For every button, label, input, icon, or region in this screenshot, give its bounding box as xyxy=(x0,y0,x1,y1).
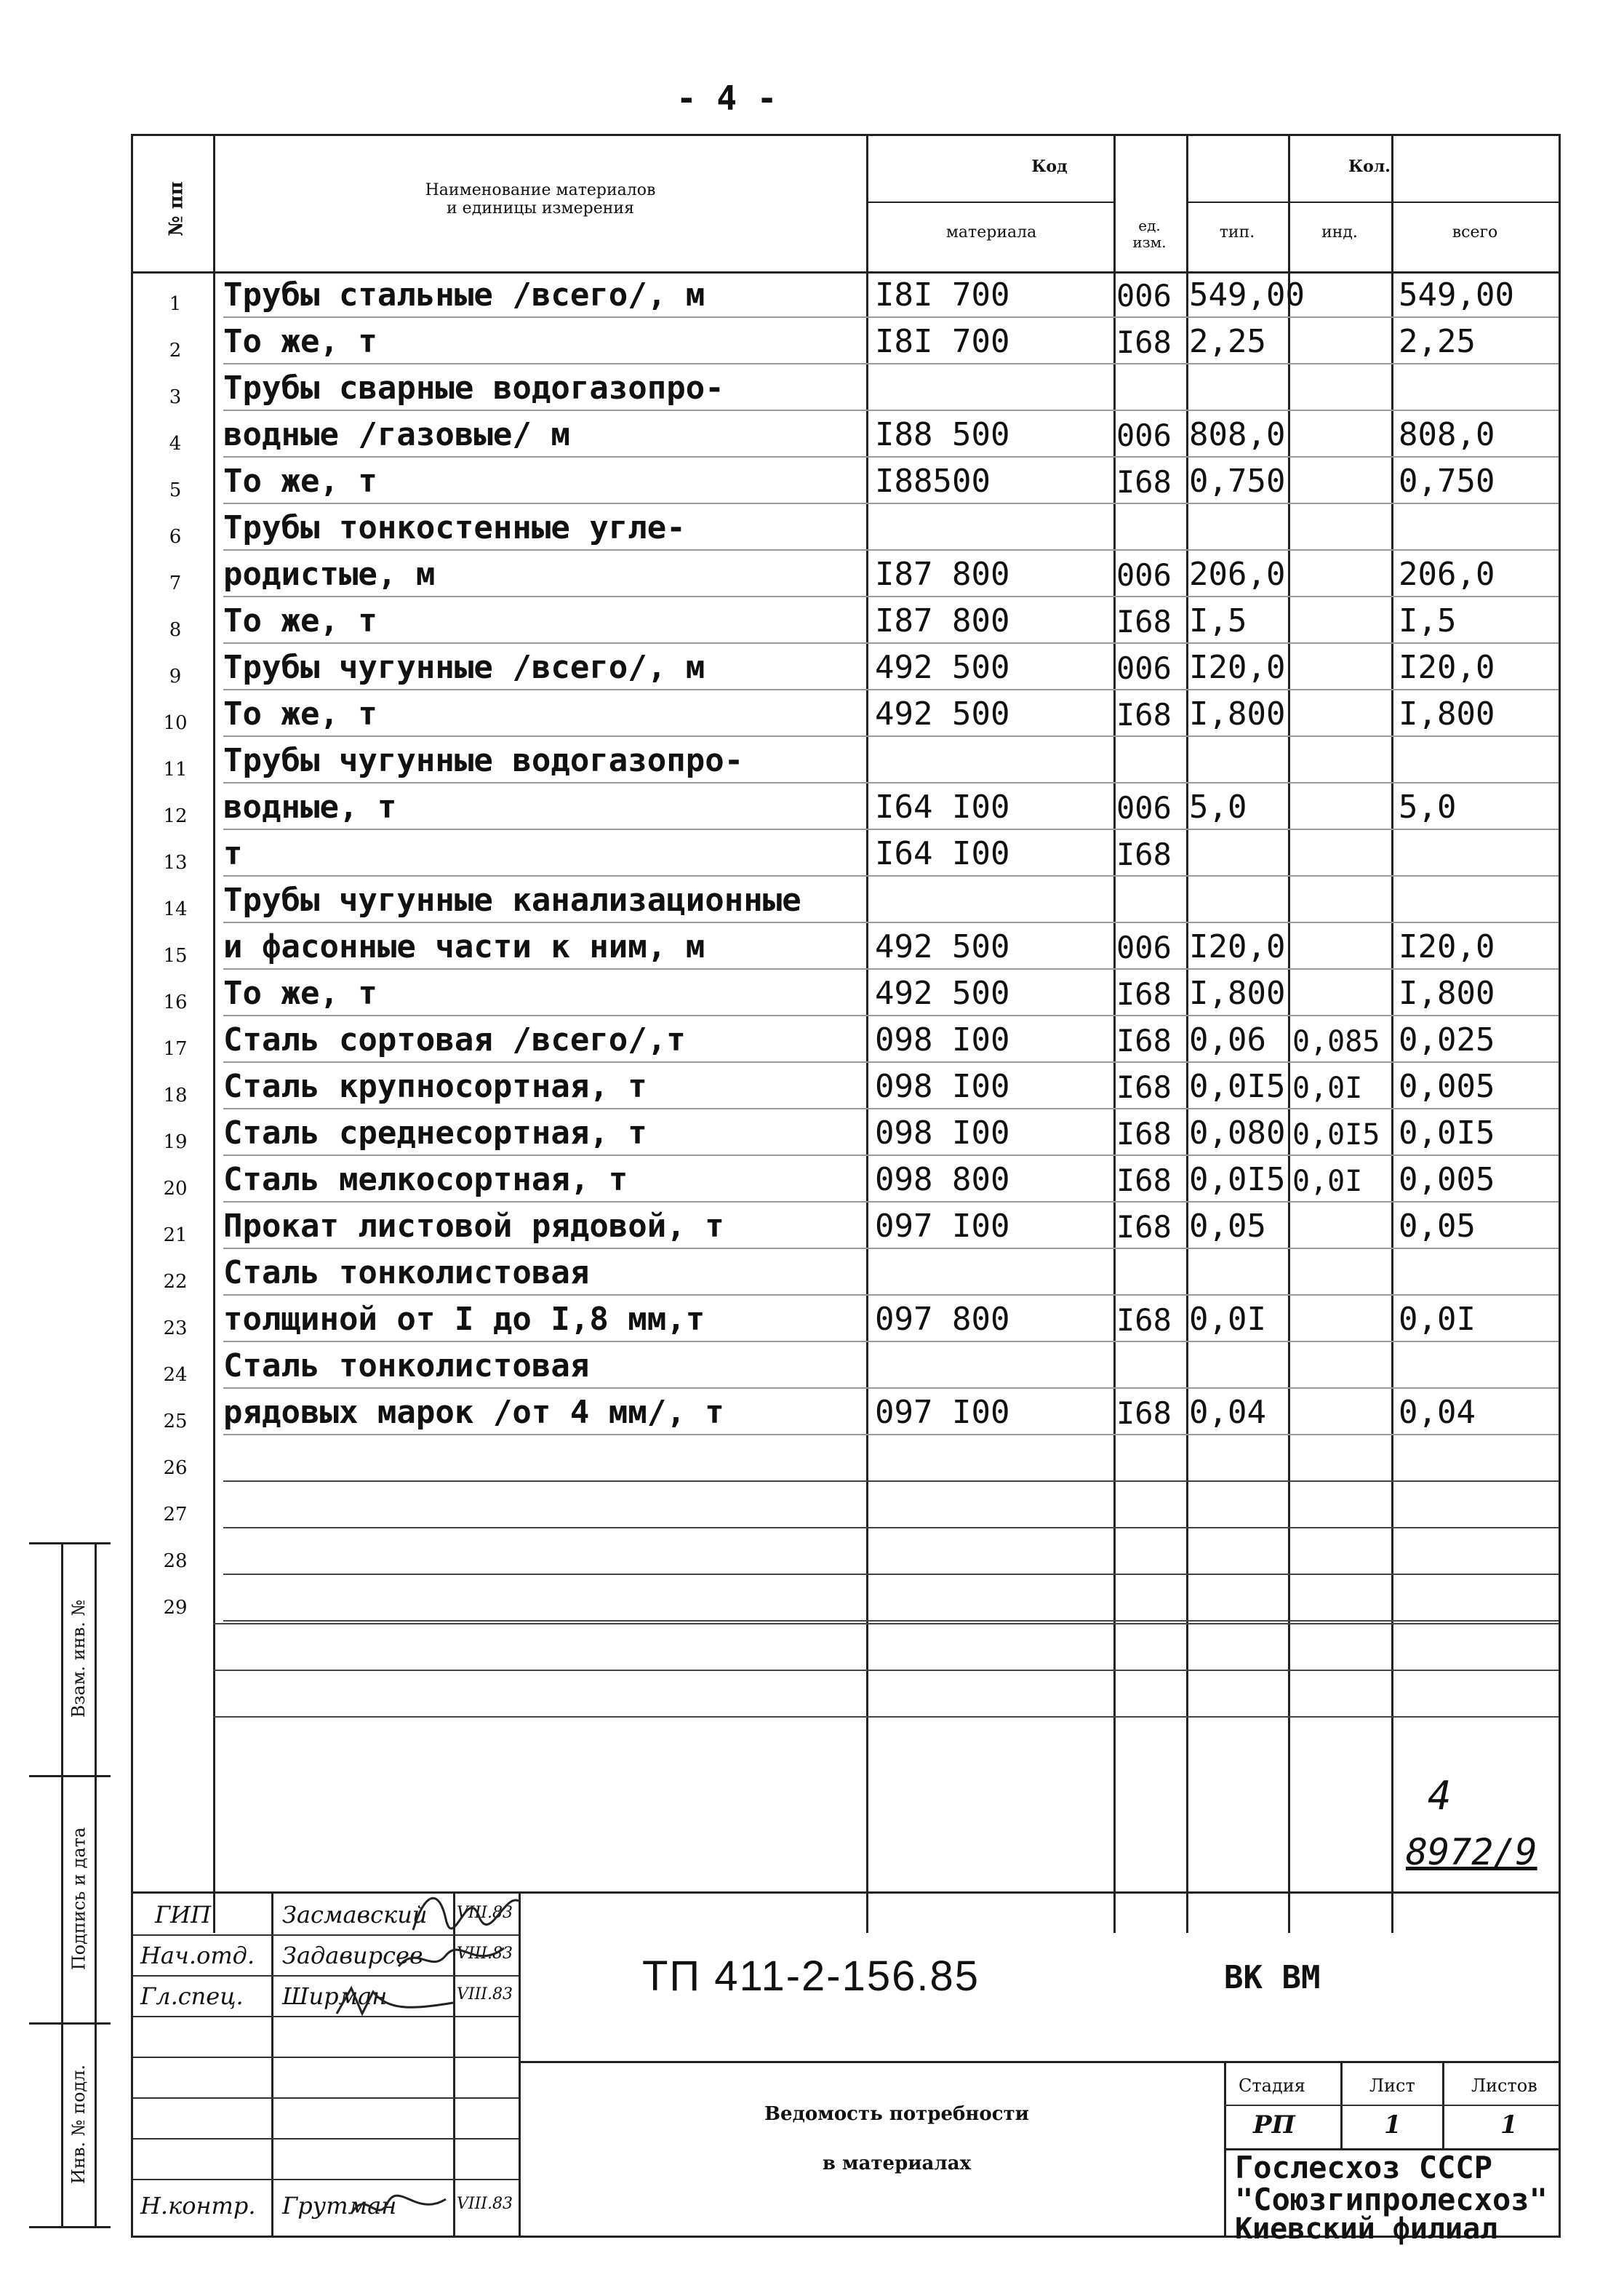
qty-typ: 0,0I5 xyxy=(1189,1068,1286,1105)
unit-code: 006 xyxy=(1116,790,1172,826)
unit-code: I68 xyxy=(1116,464,1172,500)
table-row xyxy=(133,1530,1559,1576)
row-rule xyxy=(223,1434,1559,1435)
podpis-data-label: Подпись и дата xyxy=(68,1827,89,1971)
header-name: Наименование материалов и единицы измерения xyxy=(425,181,656,218)
qty-total: I,800 xyxy=(1399,975,1495,1012)
sheets-label: Листов xyxy=(1471,2075,1537,2096)
unit-code: I68 xyxy=(1116,604,1172,639)
table-row xyxy=(133,925,1559,971)
row-number: 17 xyxy=(163,1038,188,1060)
material-name: Сталь среднесортная, т xyxy=(223,1114,647,1152)
qty-ind: 0,0I xyxy=(1292,1165,1363,1198)
row-number: 23 xyxy=(163,1317,188,1339)
row-rule xyxy=(223,549,1559,551)
table-row xyxy=(133,1111,1559,1157)
qty-total: I20,0 xyxy=(1399,928,1495,965)
qty-typ: 0,080 xyxy=(1189,1114,1286,1152)
row-number: 7 xyxy=(169,573,182,594)
stage-label: Стадия xyxy=(1239,2075,1305,2096)
row-rule xyxy=(223,316,1559,318)
role-gl-spec: Гл.спец. xyxy=(140,1982,244,2010)
table-row xyxy=(133,1251,1559,1297)
material-code: 097 I00 xyxy=(875,1394,1010,1431)
qty-total: I,5 xyxy=(1399,602,1457,639)
signature-4 xyxy=(344,2185,453,2228)
material-name: Сталь крупносортная, т xyxy=(223,1068,647,1105)
material-code: 097 800 xyxy=(875,1301,1010,1338)
material-name: толщиной от I до I,8 мм,т xyxy=(223,1301,705,1338)
row-number: 19 xyxy=(163,1131,188,1153)
qty-typ: I20,0 xyxy=(1189,928,1286,965)
row-number: 10 xyxy=(163,712,188,734)
qty-typ: 0,04 xyxy=(1189,1394,1266,1431)
org-line-3: Киевский филиал xyxy=(1235,2212,1498,2246)
qty-typ: 0,0I xyxy=(1189,1301,1266,1338)
org-line-1: Гослесхоз СССР xyxy=(1235,2150,1493,2185)
row-rule xyxy=(223,922,1559,923)
table-row xyxy=(133,1437,1559,1483)
qty-total: 0,025 xyxy=(1399,1021,1495,1058)
row-rule xyxy=(223,735,1559,737)
unit-code: I68 xyxy=(1116,1209,1172,1245)
date-nach-otd: VIII.83 xyxy=(457,1945,513,1963)
empty-rule xyxy=(213,1623,1559,1624)
row-rule xyxy=(223,1155,1559,1156)
material-name: Трубы чугунные водогазопро- xyxy=(223,742,744,779)
material-name: водные /газовые/ м xyxy=(223,416,570,453)
material-code: I88500 xyxy=(875,463,991,500)
material-name: родистые, м xyxy=(223,556,436,593)
row-rule xyxy=(223,1201,1559,1203)
table-row xyxy=(133,552,1559,599)
qty-ind: 0,0I xyxy=(1292,1072,1363,1105)
unit-code: 006 xyxy=(1116,278,1172,314)
qty-typ: I20,0 xyxy=(1189,649,1286,686)
header-code-material: материала xyxy=(945,223,1037,242)
date-gip: VIII.83 xyxy=(457,1904,513,1922)
material-name: То же, т xyxy=(223,975,377,1012)
row-number: 8 xyxy=(169,619,182,641)
row-number: 1 xyxy=(169,293,182,315)
material-name: Трубы чугунные канализационные xyxy=(223,882,801,919)
sheets-value: 1 xyxy=(1500,2110,1518,2140)
person-gl-spec: Ширман xyxy=(282,1982,388,2010)
row-number: 11 xyxy=(163,759,188,781)
row-rule xyxy=(223,363,1559,364)
qty-total: 0,005 xyxy=(1399,1068,1495,1105)
doc-title-line-1: Ведомость потребности xyxy=(764,2103,1029,2125)
material-name: и фасонные части к ним, м xyxy=(223,928,705,965)
table-row xyxy=(133,1483,1559,1530)
qty-total: 0,005 xyxy=(1399,1161,1495,1198)
material-name: Трубы стальные /всего/, м xyxy=(223,276,705,314)
material-name: Трубы чугунные /всего/, м xyxy=(223,649,705,686)
stage-value: РП xyxy=(1253,2110,1295,2140)
header-code-unit: ед. изм. xyxy=(1132,217,1167,251)
empty-rule xyxy=(213,1670,1559,1671)
row-number: 29 xyxy=(163,1597,188,1619)
qty-typ: 0,0I5 xyxy=(1189,1161,1286,1198)
table-row xyxy=(133,1297,1559,1344)
row-number: 18 xyxy=(163,1085,188,1106)
qty-total: 5,0 xyxy=(1399,789,1457,826)
qty-total: 808,0 xyxy=(1399,416,1495,453)
signature-1 xyxy=(409,1879,526,1945)
doc-code: ТП 411-2-156.85 xyxy=(642,1953,980,2000)
row-rule xyxy=(223,968,1559,970)
material-code: I87 800 xyxy=(875,556,1010,593)
table-row xyxy=(133,319,1559,366)
row-number: 6 xyxy=(169,526,182,548)
row-number: 24 xyxy=(163,1364,188,1386)
sheet-mark: 4 xyxy=(1428,1773,1452,1819)
table-row xyxy=(133,1344,1559,1390)
row-rule xyxy=(223,503,1559,504)
qty-typ: 0,06 xyxy=(1189,1021,1266,1058)
row-rule xyxy=(223,1341,1559,1342)
page-number: - 4 - xyxy=(676,79,777,118)
row-number: 25 xyxy=(163,1411,188,1432)
table-row xyxy=(133,1064,1559,1111)
row-rule xyxy=(223,1015,1559,1016)
qty-typ: 808,0 xyxy=(1189,416,1286,453)
material-code: I88 500 xyxy=(875,416,1010,453)
qty-typ: 0,05 xyxy=(1189,1208,1266,1245)
unit-code: I68 xyxy=(1116,1302,1172,1338)
header-qty: Кол. xyxy=(1348,157,1391,176)
row-number: 5 xyxy=(169,479,182,501)
vzam-inv-label: Взам. инв. № xyxy=(68,1599,89,1718)
date-n-kontr: VIII.83 xyxy=(457,2195,513,2213)
table-row xyxy=(133,1157,1559,1204)
table-row xyxy=(133,412,1559,459)
date-gl-spec: VIII.83 xyxy=(457,1985,513,2003)
row-number: 4 xyxy=(169,433,182,455)
material-code: 492 500 xyxy=(875,975,1010,1012)
row-rule xyxy=(223,782,1559,783)
unit-code: 006 xyxy=(1116,418,1172,453)
unit-code: I68 xyxy=(1116,1023,1172,1058)
table-row xyxy=(133,273,1559,319)
empty-rule xyxy=(213,1716,1559,1718)
material-code: 098 I00 xyxy=(875,1114,1010,1152)
qty-ind: 0,085 xyxy=(1292,1025,1380,1058)
sheet-value: 1 xyxy=(1384,2110,1401,2140)
unit-code: I68 xyxy=(1116,1395,1172,1431)
material-code: 098 I00 xyxy=(875,1021,1010,1058)
header-qty-total: всего xyxy=(1452,223,1498,242)
material-name: Прокат листовой рядовой, т xyxy=(223,1208,724,1245)
row-rule xyxy=(223,1527,1559,1528)
row-number: 26 xyxy=(163,1457,188,1479)
role-gip: ГИП xyxy=(155,1901,211,1929)
side-stamp xyxy=(29,1542,111,2226)
table-row xyxy=(133,878,1559,925)
material-name: То же, т xyxy=(223,602,377,639)
material-code: 098 I00 xyxy=(875,1068,1010,1105)
qty-total: I20,0 xyxy=(1399,649,1495,686)
material-name: Сталь сортовая /всего/,т xyxy=(223,1021,686,1058)
qty-total: 0,0I xyxy=(1399,1301,1476,1338)
unit-code: I68 xyxy=(1116,976,1172,1012)
unit-code: I68 xyxy=(1116,324,1172,360)
qty-typ: 206,0 xyxy=(1189,556,1286,593)
qty-total: 2,25 xyxy=(1399,323,1476,360)
row-rule xyxy=(223,689,1559,690)
inv-podl-label: Инв. № подл. xyxy=(68,2064,89,2185)
table-row xyxy=(133,366,1559,412)
material-code: 098 800 xyxy=(875,1161,1010,1198)
material-code: I64 I00 xyxy=(875,835,1010,872)
row-rule xyxy=(223,410,1559,411)
row-rule xyxy=(223,1248,1559,1249)
doc-mark: ВК ВМ xyxy=(1224,1959,1321,1996)
row-number: 14 xyxy=(163,898,188,920)
material-name: Сталь тонколистовая xyxy=(223,1347,590,1384)
row-number: 3 xyxy=(169,386,182,408)
material-code: 492 500 xyxy=(875,649,1010,686)
table-row xyxy=(133,1204,1559,1251)
table-row xyxy=(133,832,1559,878)
signature-3 xyxy=(329,1981,460,2025)
role-nach-otd: Нач.отд. xyxy=(140,1942,255,1969)
unit-code: I68 xyxy=(1116,1069,1172,1105)
materials-table xyxy=(131,134,1561,1933)
material-name: То же, т xyxy=(223,463,377,500)
header-code: Код xyxy=(1031,157,1068,176)
table-row xyxy=(133,1390,1559,1437)
row-rule xyxy=(223,596,1559,597)
row-rule xyxy=(223,642,1559,644)
sheet-label: Лист xyxy=(1369,2075,1415,2096)
table-row xyxy=(133,1576,1559,1623)
material-code: I64 I00 xyxy=(875,789,1010,826)
unit-code: 006 xyxy=(1116,930,1172,965)
qty-typ: I,800 xyxy=(1189,975,1286,1012)
role-n-kontr: Н.контр. xyxy=(140,2192,256,2220)
qty-typ: 0,750 xyxy=(1189,463,1286,500)
table-row xyxy=(133,599,1559,645)
material-name: Трубы тонкостенные угле- xyxy=(223,509,686,546)
row-rule xyxy=(223,1387,1559,1389)
material-code: I87 800 xyxy=(875,602,1010,639)
header-no: № пп xyxy=(166,181,188,236)
table-row xyxy=(133,971,1559,1018)
org-line-2: "Союзгипролесхоз" xyxy=(1235,2182,1548,2217)
material-name: Сталь мелкосортная, т xyxy=(223,1161,628,1198)
table-row xyxy=(133,785,1559,832)
sheet-number: 8972/9 xyxy=(1406,1831,1537,1873)
table-row xyxy=(133,1018,1559,1064)
qty-total: 0,0I5 xyxy=(1399,1114,1495,1152)
table-row xyxy=(133,738,1559,785)
row-number: 22 xyxy=(163,1271,188,1293)
row-rule xyxy=(223,875,1559,877)
qty-total: 0,05 xyxy=(1399,1208,1476,1245)
table-row xyxy=(133,645,1559,692)
material-name: водные, т xyxy=(223,789,397,826)
unit-code: I68 xyxy=(1116,837,1172,872)
table-row xyxy=(133,459,1559,506)
header-qty-ind: инд. xyxy=(1321,223,1358,242)
table-row xyxy=(133,506,1559,552)
row-rule xyxy=(223,1480,1559,1482)
row-number: 20 xyxy=(163,1178,188,1200)
row-rule xyxy=(223,1620,1559,1622)
material-name: т xyxy=(223,835,243,872)
row-number: 2 xyxy=(169,340,182,362)
qty-typ: I,5 xyxy=(1189,602,1247,639)
row-number: 12 xyxy=(163,805,188,827)
row-number: 16 xyxy=(163,992,188,1013)
row-rule xyxy=(223,1108,1559,1109)
row-rule xyxy=(223,1061,1559,1063)
row-number: 15 xyxy=(163,945,188,967)
material-name: рядовых марок /от 4 мм/, т xyxy=(223,1394,724,1431)
material-name: Сталь тонколистовая xyxy=(223,1254,590,1291)
material-name: То же, т xyxy=(223,323,377,360)
person-nach-otd: Задавирсев xyxy=(282,1942,423,1969)
qty-typ: 549,00 xyxy=(1189,276,1305,314)
qty-typ: I,800 xyxy=(1189,695,1286,733)
unit-code: I68 xyxy=(1116,1116,1172,1152)
unit-code: 006 xyxy=(1116,650,1172,686)
qty-total: 0,750 xyxy=(1399,463,1495,500)
title-block xyxy=(131,1891,1561,2246)
header-qty-typ: тип. xyxy=(1219,223,1255,242)
qty-typ: 5,0 xyxy=(1189,789,1247,826)
qty-total: 549,00 xyxy=(1399,276,1514,314)
doc-title xyxy=(642,2090,1151,2188)
doc-title-line-2: в материалах xyxy=(822,2152,972,2174)
material-code: I8I 700 xyxy=(875,276,1010,314)
row-rule xyxy=(223,829,1559,830)
qty-typ: 2,25 xyxy=(1189,323,1266,360)
material-name: Трубы сварные водогазопро- xyxy=(223,370,724,407)
qty-ind: 0,0I5 xyxy=(1292,1118,1380,1152)
material-code: 492 500 xyxy=(875,695,1010,733)
row-rule xyxy=(223,1574,1559,1575)
row-number: 28 xyxy=(163,1550,188,1572)
material-name: То же, т xyxy=(223,695,377,733)
qty-total: 0,04 xyxy=(1399,1394,1476,1431)
person-gip: Засмавский xyxy=(282,1901,428,1929)
unit-code: I68 xyxy=(1116,1163,1172,1198)
row-number: 27 xyxy=(163,1504,188,1526)
table-row xyxy=(133,692,1559,738)
material-code: 492 500 xyxy=(875,928,1010,965)
qty-total: I,800 xyxy=(1399,695,1495,733)
material-code: I8I 700 xyxy=(875,323,1010,360)
row-number: 9 xyxy=(169,666,182,687)
material-code: 097 I00 xyxy=(875,1208,1010,1245)
row-rule xyxy=(223,456,1559,458)
person-n-kontr: Грутман xyxy=(282,2192,397,2220)
row-number: 21 xyxy=(163,1224,188,1246)
row-rule xyxy=(223,1294,1559,1296)
unit-code: I68 xyxy=(1116,697,1172,733)
signature-2 xyxy=(395,1937,511,1981)
row-number: 13 xyxy=(163,852,188,874)
unit-code: 006 xyxy=(1116,557,1172,593)
qty-total: 206,0 xyxy=(1399,556,1495,593)
